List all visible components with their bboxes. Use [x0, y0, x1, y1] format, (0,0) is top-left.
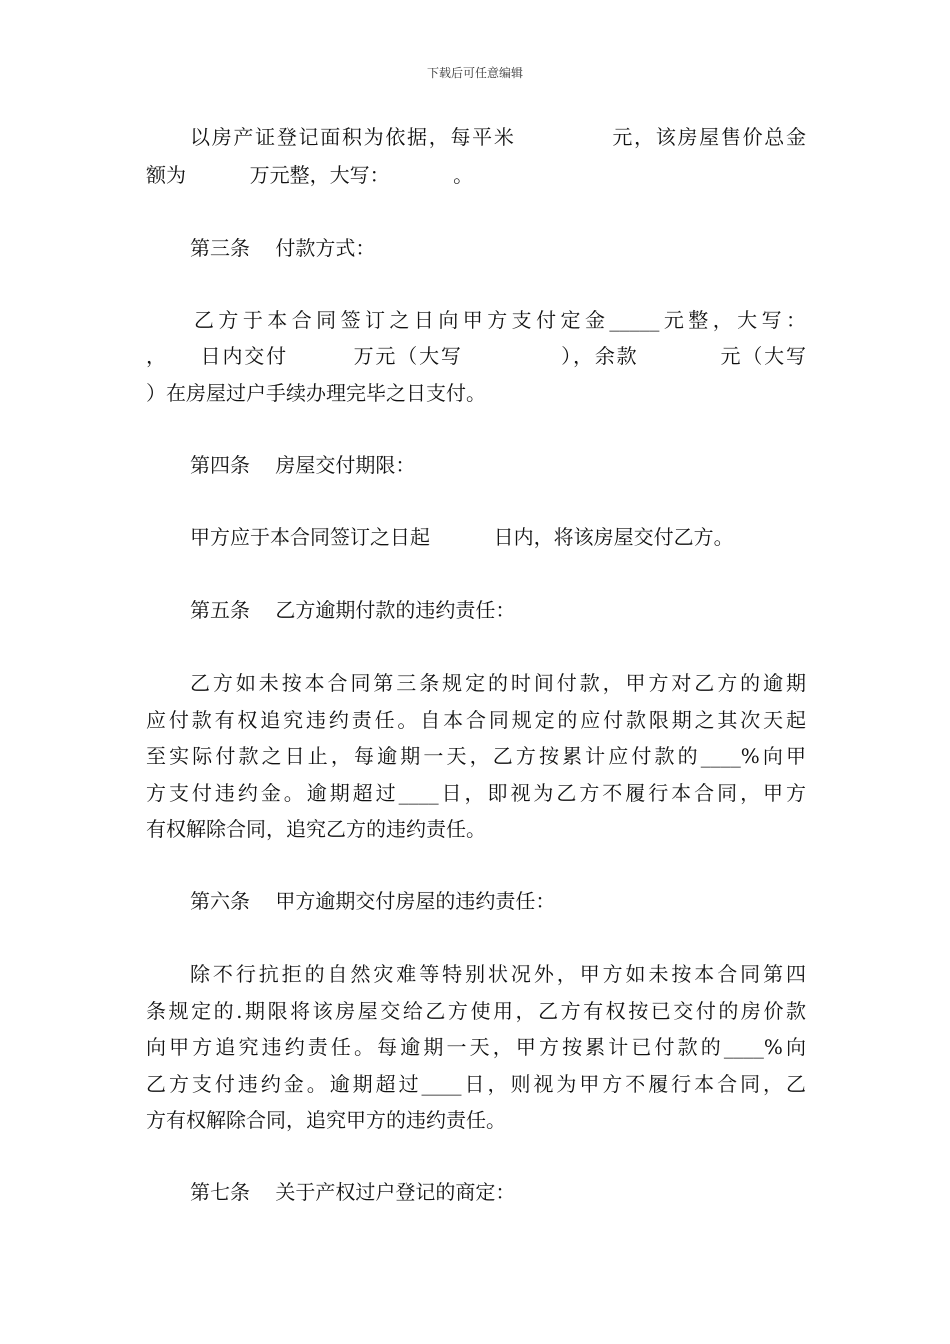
paragraph-5-line-4: 乙方支付违约金。逾期超过____日，则视为甲方不履行本合同，乙 [146, 1072, 806, 1096]
paragraph-4-line-5: 有权解除合同，追究乙方的违约责任。 [146, 817, 486, 841]
paragraph-4-line-2: 应付款有权追究违约责任。自本合同规定的应付款限期之其次天起 [146, 708, 806, 732]
paragraph-4-line-3: 至实际付款之日止，每逾期一天，乙方按累计应付款的____%向甲 [146, 744, 806, 768]
paragraph-5-line-3: 向甲方追究违约责任。每逾期一天，甲方按累计已付款的____%向 [146, 1035, 806, 1059]
paragraph-1-line-2: 额为 万元整，大写： 。 [146, 163, 474, 187]
paragraph-5-line-1: 除不行抗拒的自然灾难等特别状况外，甲方如未按本合同第四 [190, 962, 806, 986]
paragraph-5-line-2: 条规定的.期限将该房屋交给乙方使用，乙方有权按已交付的房价款 [146, 999, 806, 1023]
article-5-title: 第五条 乙方逾期付款的违约责任： [190, 598, 516, 622]
article-6-title: 第六条 甲方逾期交付房屋的违约责任： [190, 889, 556, 913]
paragraph-3-line-1: 甲方应于本合同签订之日起 日内，将该房屋交付乙方。 [190, 525, 734, 549]
paragraph-1-line-1: 以房产证登记面积为依据，每平米 元，该房屋售价总金 [190, 125, 806, 149]
paragraph-4-line-4: 方支付违约金。逾期超过____日，即视为乙方不履行本合同，甲方 [146, 781, 806, 805]
article-4-title: 第四条 房屋交付期限： [190, 453, 416, 477]
paragraph-5-line-5: 方有权解除合同，追究甲方的违约责任。 [146, 1108, 506, 1132]
paragraph-2-line-3: ）在房屋过户手续办理完毕之日支付。 [146, 381, 486, 405]
page-header: 下载后可任意编辑 [426, 66, 523, 80]
paragraph-4-line-1: 乙方如未按本合同第三条规定的时间付款，甲方对乙方的逾期 [190, 671, 806, 695]
paragraph-2-line-2: ， 日内交付 万元（大写 ），余款 元（大写 [146, 344, 806, 368]
article-7-title: 第七条 关于产权过户登记的商定： [190, 1180, 516, 1204]
paragraph-2-line-1: 乙方于本合同签订之日向甲方支付定金_____元整，大写： [194, 308, 806, 332]
article-3-title: 第三条 付款方式： [190, 236, 376, 260]
